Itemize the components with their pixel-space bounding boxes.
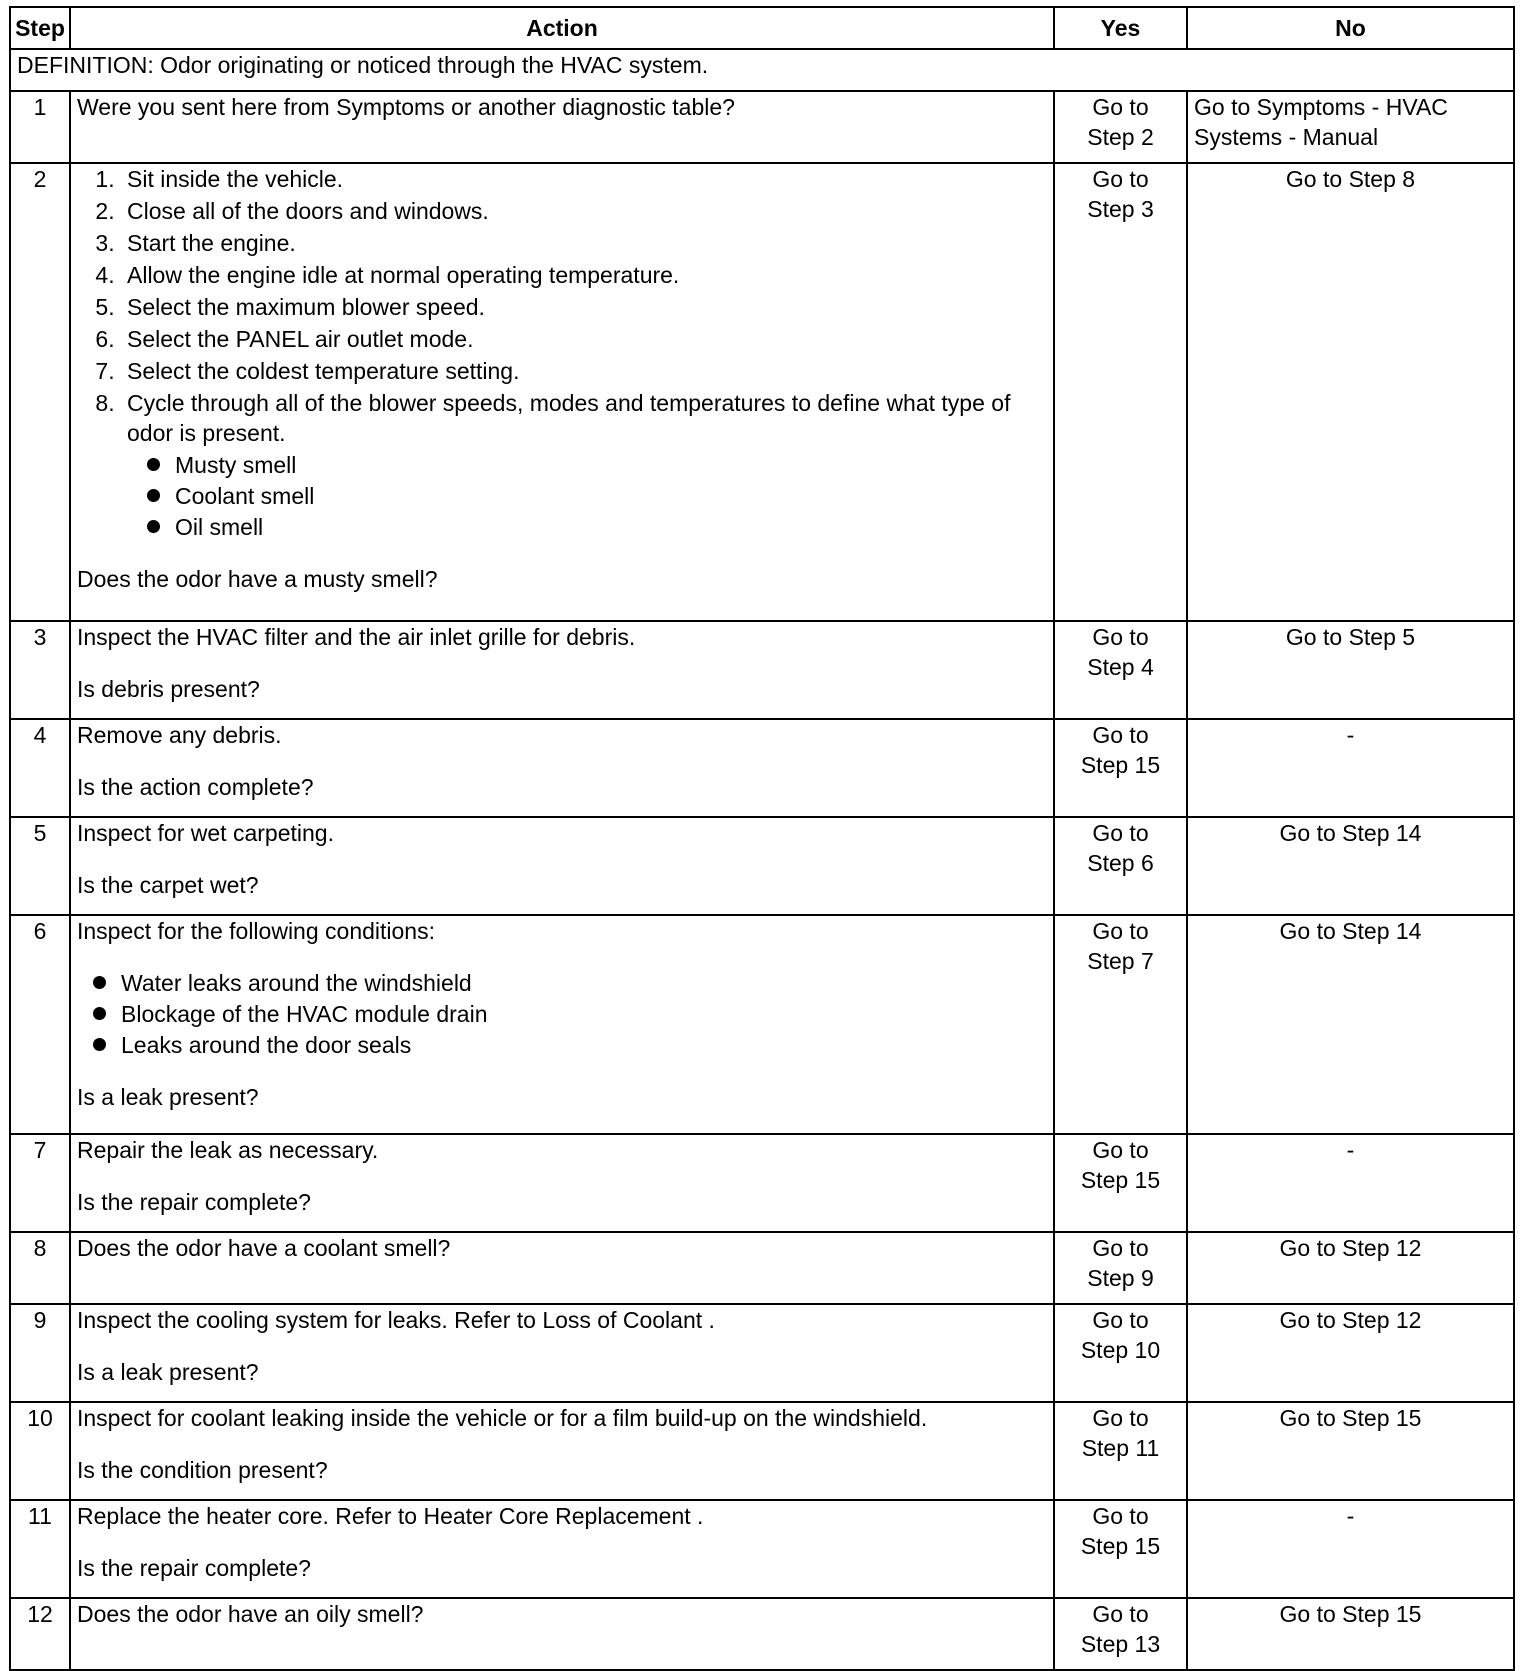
yes-cell <box>1054 163 1187 621</box>
table-row <box>10 163 1514 621</box>
step-number: 2 <box>10 163 70 621</box>
yes-cell <box>1054 817 1187 915</box>
step-number: 7 <box>10 1134 70 1232</box>
action-text: Does the odor have an oily smell? <box>70 1598 1054 1670</box>
yes-line-2: Step 6 <box>1087 850 1154 876</box>
yes-line-2: Step 9 <box>1087 1265 1154 1291</box>
table-row <box>10 1304 1514 1402</box>
no-cell: Go to Step 5 <box>1187 621 1514 719</box>
no-cell <box>1187 91 1514 163</box>
step-number: 3 <box>10 621 70 719</box>
table-row <box>10 1402 1514 1500</box>
step-number: 4 <box>10 719 70 817</box>
yes-cell <box>1054 1304 1187 1402</box>
diagnostic-table-container <box>9 6 1513 1671</box>
procedure-item: 7. Select the coldest temperature setting. <box>121 356 1047 386</box>
action-cell <box>70 915 1054 1134</box>
condition-item: Blockage of the HVAC module drain <box>93 999 1047 1029</box>
procedure-item: 1. Sit inside the vehicle. <box>121 164 1047 194</box>
yes-line-1: Go to <box>1092 624 1149 650</box>
procedure-item: 4. Allow the engine idle at normal operating temperature. <box>121 260 1047 290</box>
table-row <box>10 621 1514 719</box>
question-text: Does the odor have a musty smell? <box>77 566 438 592</box>
question-text: Is a leak present? <box>77 1359 259 1385</box>
condition-item: Leaks around the door seals <box>93 1030 1047 1060</box>
yes-cell <box>1054 915 1187 1134</box>
action-cell <box>70 719 1054 817</box>
header-yes: Yes <box>1054 7 1187 49</box>
no-cell: Go to Step 12 <box>1187 1232 1514 1304</box>
procedure-item: 2. Close all of the doors and windows. <box>121 196 1047 226</box>
question-text: Is debris present? <box>77 676 260 702</box>
action-cell <box>70 1134 1054 1232</box>
condition-list <box>77 968 1047 1060</box>
action-text: Inspect the HVAC filter and the air inlet grille for debris. <box>77 624 636 650</box>
diagnostic-table <box>9 6 1515 1671</box>
no-cell: Go to Step 15 <box>1187 1598 1514 1670</box>
action-text: Remove any debris. <box>77 722 282 748</box>
yes-line-2: Step 7 <box>1087 948 1154 974</box>
procedure-item <box>121 388 1047 542</box>
action-text: Inspect for wet carpeting. <box>77 820 334 846</box>
action-cell <box>70 163 1054 621</box>
step-number: 8 <box>10 1232 70 1304</box>
action-cell <box>70 1304 1054 1402</box>
yes-line-1: Go to <box>1092 1503 1149 1529</box>
procedure-item-text: Cycle through all of the blower speeds, modes and temperatures to define what type of odor is present. <box>127 390 1011 446</box>
yes-line-1: Go to <box>1092 722 1149 748</box>
action-cell <box>70 1500 1054 1598</box>
yes-line-1: Go to <box>1092 1601 1149 1627</box>
step-number: 1 <box>10 91 70 163</box>
header-row <box>10 7 1514 49</box>
question-text: Is the carpet wet? <box>77 872 259 898</box>
yes-line-1: Go to <box>1092 1235 1149 1261</box>
no-cell: Go to Step 14 <box>1187 915 1514 1134</box>
table-row <box>10 1232 1514 1304</box>
question-text: Is the condition present? <box>77 1457 328 1483</box>
action-text: Does the odor have a coolant smell? <box>70 1232 1054 1304</box>
odor-type-item: Oil smell <box>147 512 1047 542</box>
no-line-1: Go to Symptoms - HVAC <box>1194 94 1448 120</box>
step-number: 10 <box>10 1402 70 1500</box>
action-cell <box>70 621 1054 719</box>
action-text: Were you sent here from Symptoms or another diagnostic table? <box>70 91 1054 163</box>
yes-cell <box>1054 91 1187 163</box>
step-number: 9 <box>10 1304 70 1402</box>
yes-line-1: Go to <box>1092 166 1149 192</box>
table-row <box>10 817 1514 915</box>
action-cell <box>70 817 1054 915</box>
procedure-item: 6. Select the PANEL air outlet mode. <box>121 324 1047 354</box>
definition-row <box>10 49 1514 91</box>
yes-line-1: Go to <box>1092 918 1149 944</box>
yes-cell <box>1054 1598 1187 1670</box>
action-text: Inspect for the following conditions: <box>77 918 435 944</box>
header-no: No <box>1187 7 1514 49</box>
question-text: Is the repair complete? <box>77 1555 311 1581</box>
action-cell <box>70 1402 1054 1500</box>
yes-line-2: Step 15 <box>1080 1167 1161 1193</box>
table-row <box>10 91 1514 163</box>
no-line-2: Systems - Manual <box>1194 124 1379 150</box>
question-text: Is a leak present? <box>77 1084 259 1110</box>
action-text: Inspect the cooling system for leaks. Refer to Loss of Coolant . <box>77 1307 715 1333</box>
action-text: Replace the heater core. Refer to Heater Core Replacement . <box>77 1503 704 1529</box>
yes-line-2: Step 2 <box>1087 124 1154 150</box>
yes-cell <box>1054 1232 1187 1304</box>
yes-line-2: Step 15 <box>1080 1533 1161 1559</box>
table-row <box>10 915 1514 1134</box>
yes-line-2: Step 15 <box>1080 752 1161 778</box>
yes-cell <box>1054 1402 1187 1500</box>
condition-item: Water leaks around the windshield <box>93 968 1047 998</box>
no-cell: Go to Step 15 <box>1187 1402 1514 1500</box>
table-row <box>10 1500 1514 1598</box>
yes-line-2: Step 10 <box>1080 1337 1161 1363</box>
yes-line-1: Go to <box>1092 94 1149 120</box>
step-number: 5 <box>10 817 70 915</box>
yes-cell <box>1054 719 1187 817</box>
table-row <box>10 719 1514 817</box>
no-cell: Go to Step 14 <box>1187 817 1514 915</box>
no-cell: Go to Step 12 <box>1187 1304 1514 1402</box>
yes-line-2: Step 11 <box>1081 1435 1160 1461</box>
no-cell: - <box>1187 719 1514 817</box>
yes-line-1: Go to <box>1092 1307 1149 1333</box>
step-number: 11 <box>10 1500 70 1598</box>
yes-line-1: Go to <box>1092 1405 1149 1431</box>
step-number: 12 <box>10 1598 70 1670</box>
yes-cell <box>1054 1500 1187 1598</box>
question-text: Is the action complete? <box>77 774 314 800</box>
yes-cell <box>1054 1134 1187 1232</box>
procedure-item: 5. Select the maximum blower speed. <box>121 292 1047 322</box>
odor-type-list <box>127 450 1047 542</box>
procedure-list <box>77 164 1047 542</box>
action-text: Inspect for coolant leaking inside the vehicle or for a film build-up on the windshield. <box>77 1405 928 1431</box>
header-step: Step <box>10 7 70 49</box>
no-cell: - <box>1187 1134 1514 1232</box>
yes-cell <box>1054 621 1187 719</box>
table-row <box>10 1598 1514 1670</box>
step-number: 6 <box>10 915 70 1134</box>
no-cell: - <box>1187 1500 1514 1598</box>
procedure-item: 3. Start the engine. <box>121 228 1047 258</box>
no-cell: Go to Step 8 <box>1187 163 1514 621</box>
yes-line-2: Step 4 <box>1087 654 1154 680</box>
action-text: Repair the leak as necessary. <box>77 1137 379 1163</box>
table-row <box>10 1134 1514 1232</box>
yes-line-2: Step 13 <box>1080 1631 1161 1657</box>
yes-line-1: Go to <box>1092 820 1149 846</box>
definition-text: DEFINITION: Odor originating or noticed through the HVAC system. <box>10 49 1514 91</box>
question-text: Is the repair complete? <box>77 1189 311 1215</box>
yes-line-1: Go to <box>1092 1137 1149 1163</box>
yes-line-2: Step 3 <box>1087 196 1154 222</box>
odor-type-item: Coolant smell <box>147 481 1047 511</box>
header-action: Action <box>70 7 1054 49</box>
odor-type-item: Musty smell <box>147 450 1047 480</box>
